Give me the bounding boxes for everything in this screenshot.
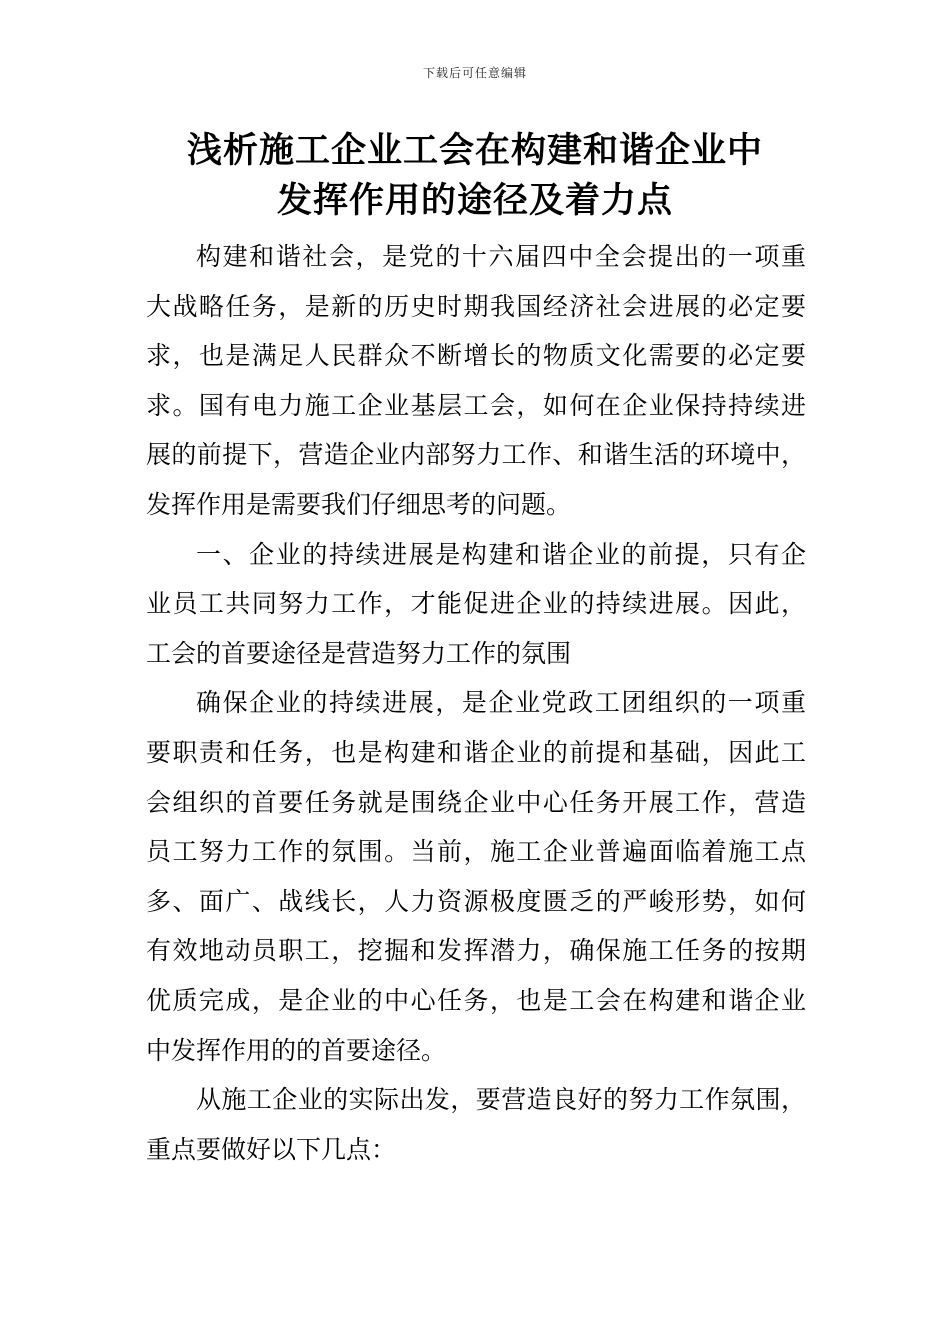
text-line: 求。国有电力施工企业基层工会，如何在企业保持持续进	[146, 390, 806, 420]
document-title	[100, 126, 850, 226]
paragraph-4	[146, 1075, 806, 1174]
paragraph-2	[146, 530, 806, 679]
text-line: 员工努力工作的氛围。当前，施工企业普遍面临着施工点	[146, 837, 806, 867]
text-line: 中发挥作用的的首要途径。	[146, 1035, 447, 1065]
text-line: 有效地动员职工，挖掘和发挥潜力，确保施工任务的按期	[146, 936, 806, 966]
paragraph-3	[146, 678, 806, 1075]
header-note: 下载后可任意编辑	[422, 66, 527, 80]
text-line: 确保企业的持续进展，是企业党政工团组织的一项重	[196, 688, 806, 718]
document-body	[146, 232, 806, 1174]
text-line: 多、面广、战线长，人力资源极度匮乏的严峻形势，如何	[146, 886, 806, 916]
text-line: 大战略任务，是新的历史时期我国经济社会进展的必定要	[146, 291, 806, 321]
text-line: 构建和谐社会，是党的十六届四中全会提出的一项重	[196, 242, 806, 271]
text-line: 展的前提下，营造企业内部努力工作、和谐生活的环境中，	[146, 440, 806, 470]
text-line: 重点要做好以下几点：	[146, 1134, 397, 1164]
title-line-2: 发挥作用的途径及着力点	[276, 181, 673, 221]
text-line: 会组织的首要任务就是围绕企业中心任务开展工作，营造	[146, 787, 806, 817]
paragraph-1	[146, 232, 806, 530]
text-line: 一、企业的持续进展是构建和谐企业的前提，只有企	[196, 539, 806, 569]
text-line: 从施工企业的实际出发，要营造良好的努力工作氛围，	[196, 1085, 806, 1115]
title-line-1: 浅析施工企业工会在构建和谐企业中	[186, 131, 763, 171]
text-line: 优质完成，是企业的中心任务，也是工会在构建和谐企业	[146, 985, 806, 1015]
text-line: 发挥作用是需要我们仔细思考的问题。	[146, 489, 572, 519]
text-line: 要职责和任务，也是构建和谐企业的前提和基础，因此工	[146, 737, 806, 767]
text-line: 求，也是满足人民群众不断增长的物质文化需要的必定要	[146, 341, 806, 371]
text-line: 工会的首要途径是营造努力工作的氛围	[146, 638, 572, 668]
text-line: 业员工共同努力工作，才能促进企业的持续进展。因此，	[146, 589, 806, 619]
